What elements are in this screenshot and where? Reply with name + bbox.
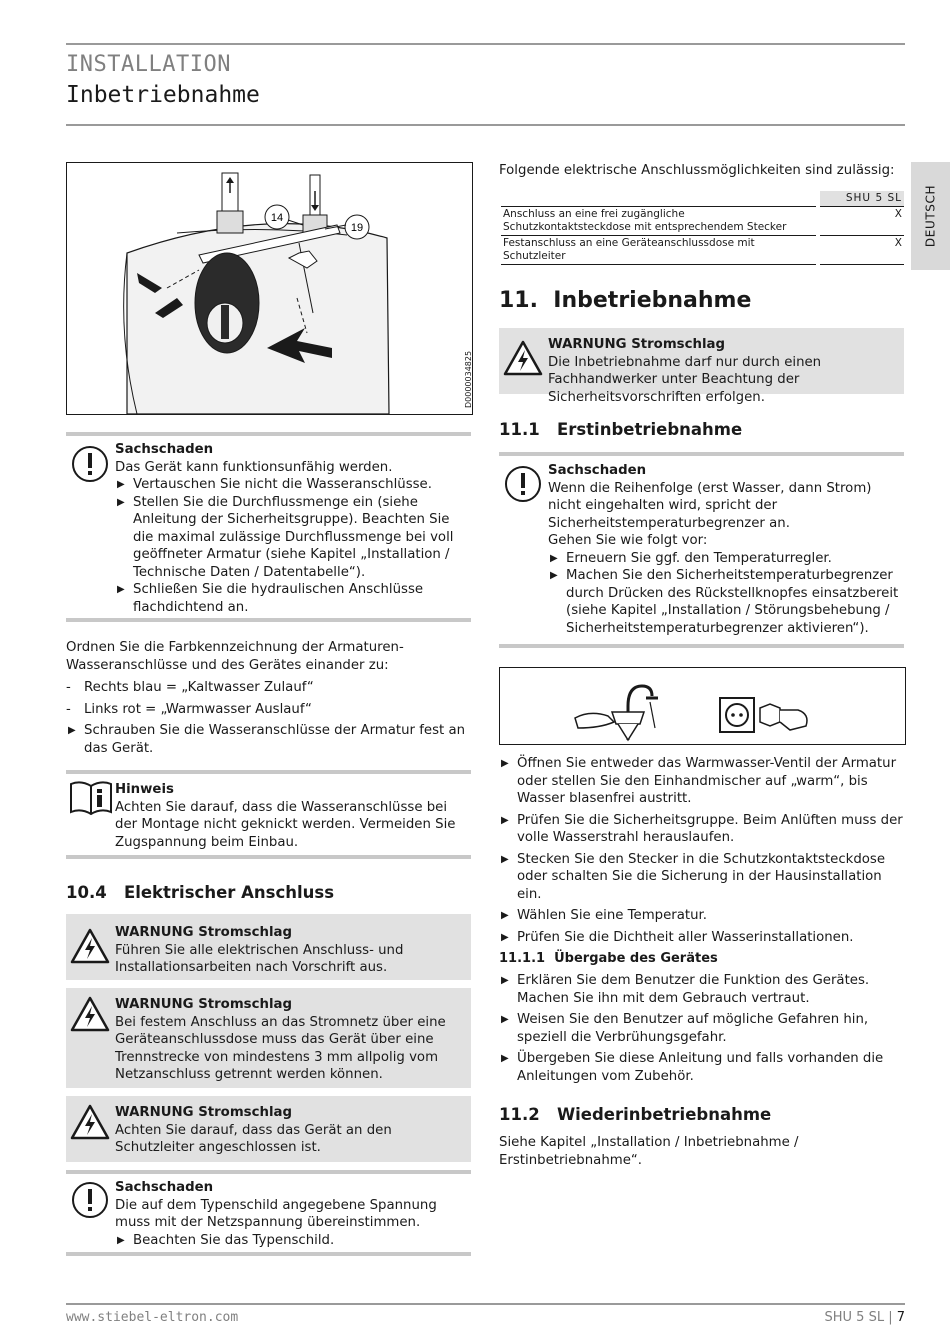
callout-14: 14 [270, 212, 284, 224]
notice-material-damage-1 [66, 432, 471, 622]
footer-rule [66, 1303, 905, 1305]
warning-text: Bei festem Anschluss an das Stromnetz über eine Geräteanschlussdose muss das Gerät über eine Trennstrecke von mindestens 3 mm allpolig vom Netzanschluss getrennt werden können. [115, 1014, 446, 1082]
electric-hazard-icon [70, 996, 110, 1032]
notice-text2: Gehen Sie wie folgt vor: [548, 533, 708, 548]
bullet-item: ▶ Schrauben Sie die Wasseranschlüsse der Armatur fest an das Gerät. [66, 722, 471, 757]
startup-steps-illustration [500, 668, 905, 744]
warning-text: Führen Sie alle elektrischen Anschluss- und Installationsarbeiten nach Vorschrift aus. [115, 942, 404, 975]
warning-electric-right [499, 328, 904, 405]
exclamation-icon [70, 1180, 110, 1220]
title-rule [66, 124, 905, 126]
figure-code: D0000034825 [464, 350, 473, 408]
bullet-item: ▶ Öffnen Sie entweder das Warmwasser-Ventil der Armatur oder stellen Sie den Einhandmischer auf „warm“, bis Wasser blasenfrei austritt. [499, 755, 904, 808]
table-row: Festanschluss an eine Geräteanschlussdose mit Schutzleiter X [501, 236, 904, 265]
warning-electric-2 [66, 988, 471, 1088]
restart-paragraph: Siehe Kapitel „Installation / Inbetriebnahme / Erstinbetriebnahme“. [499, 1135, 799, 1168]
notice-title: Sachschaden [115, 1180, 214, 1195]
info-book-icon [69, 780, 113, 816]
connection-table [501, 191, 904, 265]
hint-box [66, 770, 471, 859]
warning-electric-3 [66, 1096, 471, 1162]
notice-bullet: ▶ Machen Sie den Sicherheitstemperaturbegrenzer durch Drücken des Rückstellknopfes einsatzbereit (siehe Kapitel „Installation / Störungsbehebung / Sicherheitstemperaturbegrenzer aktivieren“). [548, 567, 900, 637]
dash-list [66, 679, 471, 757]
table-header-model: SHU 5 SL [820, 191, 904, 207]
bullet-item: ▶ Übergeben Sie diese Anleitung und falls vorhanden die Anleitungen vom Zubehör. [499, 1050, 904, 1085]
notice-title: Sachschaden [115, 442, 214, 457]
handover-list [499, 972, 904, 1085]
table-row: Anschluss an eine frei zugängliche Schutzkontaktsteckdose mit entsprechendem Stecker X [501, 207, 904, 236]
exclamation-icon [70, 444, 110, 484]
notice-bullet: ▶ Vertauschen Sie nicht die Wasseranschlüsse. [115, 476, 467, 494]
page-number: 7 [896, 1310, 905, 1325]
dash-item: - Links rot = „Warmwasser Auslauf“ [66, 701, 471, 719]
bullet-item: ▶ Wählen Sie eine Temperatur. [499, 907, 904, 925]
warning-title: WARNUNG Stromschlag [548, 337, 725, 352]
header-rule [66, 43, 905, 45]
notice-bullet: ▶ Schließen Sie die hydraulischen Anschlüsse flachdichtend an. [115, 581, 467, 616]
language-tab: DEUTSCH [911, 162, 950, 270]
startup-steps-list [499, 755, 904, 946]
callout-19: 19 [350, 222, 364, 234]
notice-bullet: ▶ Beachten Sie das Typenschild. [115, 1232, 467, 1250]
heading-11-1: 11.1 Erstinbetriebnahme [499, 420, 743, 439]
water-heater-illustration [67, 163, 472, 414]
electric-hazard-icon [503, 340, 543, 376]
notice-title: Sachschaden [548, 463, 647, 478]
notice-bullet: ▶ Erneuern Sie ggf. den Temperaturregler. [548, 550, 900, 568]
hint-text: Achten Sie darauf, dass die Wasseranschlüsse bei der Montage nicht geknickt werden. Vermeiden Sie Zugspannung beim Einbau. [115, 799, 456, 850]
bullet-item: ▶ Stecken Sie den Stecker in die Schutzkontaktsteckdose oder schalten Sie die Sicherung in der Hausinstallation ein. [499, 851, 904, 904]
warning-title: WARNUNG Stromschlag [115, 1105, 292, 1120]
notice-material-damage-right [499, 452, 904, 648]
paragraph-color-coding: Ordnen Sie die Farbkennzeichnung der Armaturen-Wasseranschlüsse und des Gerätes einander zu: [66, 640, 404, 673]
warning-text: Die Inbetriebnahme darf nur durch einen Fachhandwerker unter Beachtung der Sicherheitsvorschriften erfolgen. [548, 354, 822, 405]
notice-material-damage-2 [66, 1170, 471, 1256]
installation-figure [66, 162, 473, 415]
section-title: INSTALLATION [66, 52, 231, 77]
warning-electric-1 [66, 914, 471, 980]
bullet-item: ▶ Weisen Sie den Benutzer auf mögliche Gefahren hin, speziell die Verbrühungsgefahr. [499, 1011, 904, 1046]
footer-page: SHU 5 SL | 7 [824, 1310, 905, 1325]
hint-title: Hinweis [115, 782, 174, 797]
heading-10-4: 10.4 Elektrischer Anschluss [66, 883, 335, 902]
electric-hazard-icon [70, 928, 110, 964]
footer-url[interactable]: www.stiebel-eltron.com [66, 1310, 239, 1325]
dash-item: - Rechts blau = „Kaltwasser Zulauf“ [66, 679, 471, 697]
electric-hazard-icon [70, 1104, 110, 1140]
notice-text: Die auf dem Typenschild angegebene Spannung muss mit der Netzspannung übereinstimmen. [115, 1197, 437, 1230]
bullet-item: ▶ Erklären Sie dem Benutzer die Funktion des Gerätes. Machen Sie ihn mit dem Gebrauch vertraut. [499, 972, 904, 1007]
warning-title: WARNUNG Stromschlag [115, 997, 292, 1012]
page-title: Inbetriebnahme [66, 82, 260, 108]
notice-text: Wenn die Reihenfolge (erst Wasser, dann Strom) nicht eingehalten wird, spricht der Sicherheitstemperaturbegrenzer an. [548, 480, 872, 531]
bullet-item: ▶ Prüfen Sie die Dichtheit aller Wasserinstallationen. [499, 929, 904, 947]
heading-11-2: 11.2 Wiederinbetriebnahme [499, 1105, 772, 1124]
bullet-item: ▶ Prüfen Sie die Sicherheitsgruppe. Beim Anlüften muss der volle Wasserstrahl herauslaufen. [499, 812, 904, 847]
warning-title: WARNUNG Stromschlag [115, 925, 292, 940]
heading-11: 11. Inbetriebnahme [499, 288, 752, 313]
startup-figure [499, 667, 906, 745]
heading-11-1-1: 11.1.1 Übergabe des Gerätes [499, 951, 718, 966]
notice-bullet: ▶ Stellen Sie die Durchflussmenge ein (siehe Anleitung der Sicherheitsgruppe). Beachten Sie die maximal zulässige Durchflussmenge bei voll geöffneter Armatur (siehe Kapitel „Installation / Technische Daten / Datentabelle“). [115, 494, 467, 582]
table-header-blank [501, 191, 816, 207]
exclamation-icon [503, 464, 543, 504]
notice-text: Das Gerät kann funktionsunfähig werden. [115, 459, 393, 475]
warning-text: Achten Sie darauf, dass das Gerät an den Schutzleiter angeschlossen ist. [115, 1122, 392, 1155]
connection-intro: Folgende elektrische Anschlussmöglichkeiten sind zulässig: [499, 163, 895, 178]
